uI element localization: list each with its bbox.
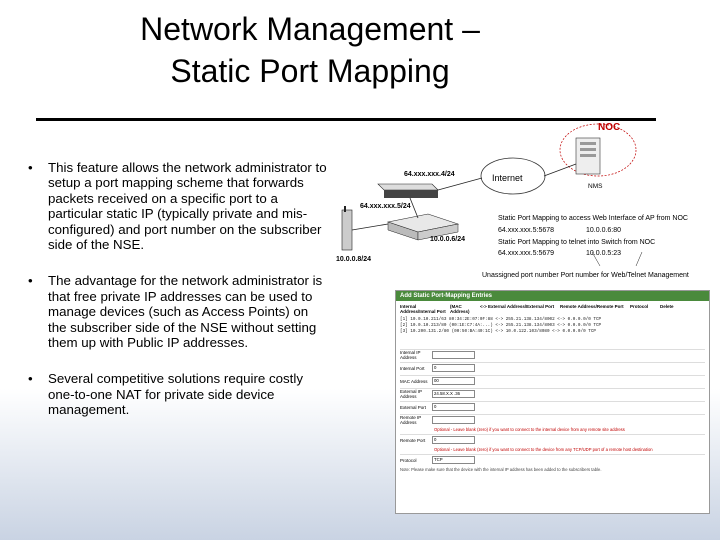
form-row: [400, 454, 705, 465]
field-label: External IP Address: [400, 389, 422, 399]
bullet-list: [28, 160, 328, 439]
bullet-item: [28, 160, 328, 252]
mapping2-label: Static Port Mapping to telnet into Switch from NOC: [498, 239, 656, 246]
diagram-caption: Unassigned port number Port number for Web/Telnet Management: [482, 272, 689, 279]
screenshot-table-header: [400, 304, 705, 314]
form-row: [400, 349, 705, 360]
bullet-item: [28, 273, 328, 350]
form-row: [400, 414, 705, 425]
mapping1-internal: 10.0.0.6:80: [586, 227, 622, 234]
mapping2-external: 64.xxx.xxx.5:5679: [498, 250, 555, 257]
mapping1-external: 64.xxx.xxx.5:5678: [498, 227, 555, 234]
remote-port-input[interactable]: 0: [432, 436, 475, 444]
table-row: [1] 10.0.10.211/63 80:34:2E:07:0F:88 <-> 255.21.138.134/8002 <-> 0.0.0.0/0 TCP: [400, 317, 602, 322]
network-diagram: [330, 118, 720, 286]
mapping1-label: Static Port Mapping to access Web Interface of AP from NOC: [498, 215, 688, 222]
slide-title: [60, 8, 560, 92]
bullet-marker: •: [28, 273, 33, 289]
external-port-input[interactable]: 0: [432, 403, 475, 411]
internal-ip-input[interactable]: [432, 351, 475, 359]
remote-ip-input[interactable]: [432, 416, 475, 424]
col-mac: (MAC Address): [450, 304, 470, 314]
field-label: Remote Port: [400, 437, 426, 443]
protocol-select[interactable]: TCP: [432, 456, 475, 464]
col-delete: Delete: [660, 304, 674, 309]
col-internal: Internal Address/Internal Port: [400, 304, 446, 314]
mac-address-input[interactable]: 00: [432, 377, 475, 385]
bullet-marker: •: [28, 160, 33, 175]
title-line-2: Static Port Mapping: [170, 53, 450, 89]
noc-label: NOC: [598, 122, 621, 133]
title-line-1: Network Management –: [140, 11, 480, 47]
bullet-text: This feature allows the network administrator to setup a port mapping scheme that forwards packets received on a specific port to a particular static IP (typically private and mis-configured) and port number on the subscriber side of the NSE.: [48, 160, 327, 253]
port-mapping-screenshot: [395, 290, 710, 514]
field-label: Protocol: [400, 457, 417, 463]
bullet-text: Several competitive solutions require costly one-to-one NAT for private side device management.: [48, 371, 303, 418]
nms-label: NMS: [588, 183, 603, 190]
form-row: [400, 362, 705, 373]
remote-ip-note: Optional - Leave blank (zero) if you want to connect to the internal device from any remote site address: [434, 427, 625, 432]
col-remote: Remote Address/Remote Port: [560, 304, 624, 309]
screenshot-note: Note: Please make sure that the device with the internal IP address has been added to the subscribers table.: [400, 467, 602, 472]
internal-port-input[interactable]: 0: [432, 364, 475, 372]
ip-mid-label: 64.xxx.xxx.5/24: [360, 203, 411, 210]
access-point-icon: [342, 210, 352, 250]
field-label: Remote IP Address: [400, 415, 422, 425]
internet-label: Internet: [492, 173, 523, 183]
bullet-text: The advantage for the network administrator is that free private IP addresses can be used to manage devices (such as Access Points) on the subscriber side of the NSE without setting them up with Public IP addresses.: [48, 273, 323, 351]
table-row: [3] 10.200.131.2/80 (00:50:BA:40:1C) <-> 10.0.122.103/8080 <-> 0.0.0.0/0 TCP: [400, 329, 596, 334]
col-external: <-> External Address/External Port: [480, 304, 555, 309]
nse-device-icon: [378, 184, 438, 190]
form-row: [400, 375, 705, 386]
remote-port-note: Optional - Leave blank (zero) if you want to connect to the device from any TCP/UDP port of a remote host destination: [434, 447, 653, 452]
form-row: [400, 401, 705, 412]
field-label: Internal Port: [400, 365, 425, 371]
ip-lan-label: 10.0.0.6/24: [430, 236, 466, 243]
screenshot-title: Add Static Port-Mapping Entries: [396, 291, 709, 301]
field-label: MAC Address: [400, 378, 428, 384]
bullet-marker: •: [28, 371, 33, 387]
field-label: Internal IP Address: [400, 350, 421, 360]
external-ip-input[interactable]: 24.58.X.X .36: [432, 390, 475, 398]
form-row: [400, 388, 705, 399]
ip-ap-label: 10.0.0.8/24: [336, 256, 372, 263]
mapping2-internal: 10.0.0.5:23: [586, 250, 622, 257]
bullet-item: [28, 371, 328, 417]
col-protocol: Protocol: [630, 304, 649, 309]
field-label: External Port: [400, 404, 427, 410]
form-row: [400, 434, 705, 445]
ip-top-label: 64.xxx.xxx.4/24: [404, 171, 455, 178]
table-row: [2] 10.0.10.213/80 (00:1E:C7:4A:...) <-> 255.21.138.134/8003 <-> 0.0.0.0/0 TCP: [400, 323, 602, 328]
